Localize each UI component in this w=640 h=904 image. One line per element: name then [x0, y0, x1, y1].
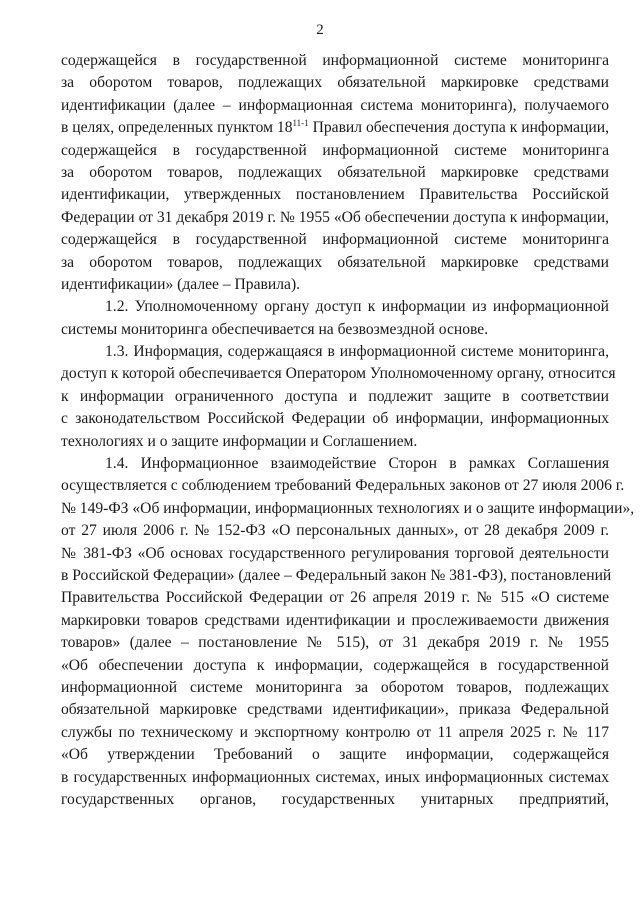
text-line-content: за оборотом товаров, подлежащих обязательной маркировке средствами: [61, 163, 609, 181]
text-line: [61, 184, 609, 206]
text-line: [61, 274, 609, 296]
text-line-content: содержащейся в государственной информационной системе мониторинга: [61, 231, 609, 249]
text-line-content: за оборотом товаров, подлежащих обязательной маркировке средствами: [61, 253, 609, 271]
text-line-content: идентификации (далее – информационная система мониторинга), получаемого: [61, 96, 609, 114]
text-line-content: № 149-ФЗ «Об информации, информационных технологиях и о защите информации»,: [61, 499, 635, 517]
text-line-content: Правительства Российской Федерации от 26 апреля 2019 г. № 515 «О системе: [61, 589, 609, 607]
text-line-content: с законодательством Российской Федерации об информации, информационных: [61, 410, 609, 428]
text-line-content: системы мониторинга обеспечивается на безвозмездной основе.: [61, 320, 489, 338]
text-line: [61, 431, 609, 453]
text-line-content: осуществляется с соблюдением требований Федеральных законов от 27 июля 2006 г.: [61, 477, 625, 495]
text-line: [61, 72, 609, 94]
text-line-content: товаров» (далее – постановление № 515), от 31 декабря 2019 г. № 1955: [61, 634, 609, 652]
text-line: [61, 587, 609, 609]
text-line: [61, 162, 609, 184]
text-line: [61, 655, 609, 677]
text-line: [61, 565, 612, 587]
document-body: [61, 50, 635, 811]
text-line: [61, 363, 616, 385]
text-line-content: № 381-ФЗ «Об основах государственного регулирования торговой деятельности: [61, 544, 609, 562]
text-line-content: к информации ограниченного доступа и подлежит защите в соответствии: [61, 387, 609, 405]
text-line-content: «Об утверждении Требований о защите информации, содержащейся: [61, 746, 609, 764]
text-line: [61, 475, 625, 497]
text-line: [61, 767, 609, 789]
text-line-content: технологиях и о защите информации и Соглашением.: [61, 432, 418, 450]
text-line-content: государственных органов, государственных унитарных предприятий,: [61, 790, 609, 808]
text-line: [61, 252, 609, 274]
text-line-content: за оборотом товаров, подлежащих обязательной маркировке средствами: [61, 74, 609, 92]
text-line: [61, 677, 609, 699]
text-line-content: 1.3. Информация, содержащаяся в информационной системе мониторинга,: [105, 343, 609, 361]
text-line-tail: Правил обеспечения доступа к информации,: [308, 119, 610, 137]
text-line-content: информационной системе мониторинга за оборотом товаров, подлежащих: [61, 678, 609, 696]
text-line: [61, 386, 609, 408]
text-line-content: в государственных информационных системах, иных информационных системах: [61, 768, 609, 786]
text-line-content: 1.2. Уполномоченному органу доступ к информации из информационной: [105, 298, 609, 316]
text-line: [61, 498, 635, 520]
text-line-content: обязательной маркировке средствами идентификации», приказа Федеральной: [61, 701, 609, 719]
text-line-content: идентификации, утвержденных постановлением Правительства Российской: [61, 186, 609, 204]
text-line: [61, 543, 609, 565]
text-line: [61, 520, 609, 542]
superscript: 11-1: [292, 118, 309, 129]
text-line: [61, 95, 609, 117]
text-line: [61, 319, 609, 341]
text-line-content: содержащейся в государственной информационной системе мониторинга: [61, 141, 609, 159]
text-line: [61, 744, 609, 766]
text-line: [61, 632, 609, 654]
text-line: [61, 722, 609, 744]
text-line-content: маркировки товаров средствами идентификации и прослеживаемости движения: [61, 611, 609, 629]
text-line-content: в целях, определенных пунктом 18: [61, 119, 293, 137]
text-line: [61, 789, 609, 811]
text-line-content: 1.4. Информационное взаимодействие Сторон в рамках Соглашения: [105, 455, 609, 473]
text-line-content: содержащейся в государственной информационной системе мониторинга: [61, 52, 609, 69]
text-line-content: доступ к которой обеспечивается Оператором Уполномоченному органу, относится: [61, 365, 616, 383]
text-line: [61, 408, 609, 430]
text-line: [61, 453, 609, 475]
text-line-content: «Об обеспечении доступа к информации, содержащейся в государственной: [61, 656, 609, 674]
text-line: [61, 50, 609, 72]
text-line: [61, 296, 609, 318]
text-line: [61, 610, 609, 632]
text-line-content: от 27 июля 2006 г. № 152-ФЗ «О персональных данных», от 28 декабря 2009 г.: [61, 522, 609, 540]
text-line: [61, 341, 609, 363]
text-line: [61, 699, 609, 721]
text-line-content: службы по техническому и экспортному контролю от 11 апреля 2025 г. № 117: [61, 723, 609, 741]
page-number: 2: [316, 22, 324, 38]
text-line: [61, 229, 609, 251]
text-line: [61, 117, 609, 139]
text-line: [61, 140, 609, 162]
text-line-content: Федерации от 31 декабря 2019 г. № 1955 «Об обеспечении доступа к информации,: [61, 208, 609, 226]
text-line: [61, 207, 609, 229]
text-line-content: в Российской Федерации» (далее – Федеральный закон № 381-ФЗ), постановлений: [61, 566, 612, 584]
text-line-content: идентификации» (далее – Правила).: [61, 275, 301, 293]
